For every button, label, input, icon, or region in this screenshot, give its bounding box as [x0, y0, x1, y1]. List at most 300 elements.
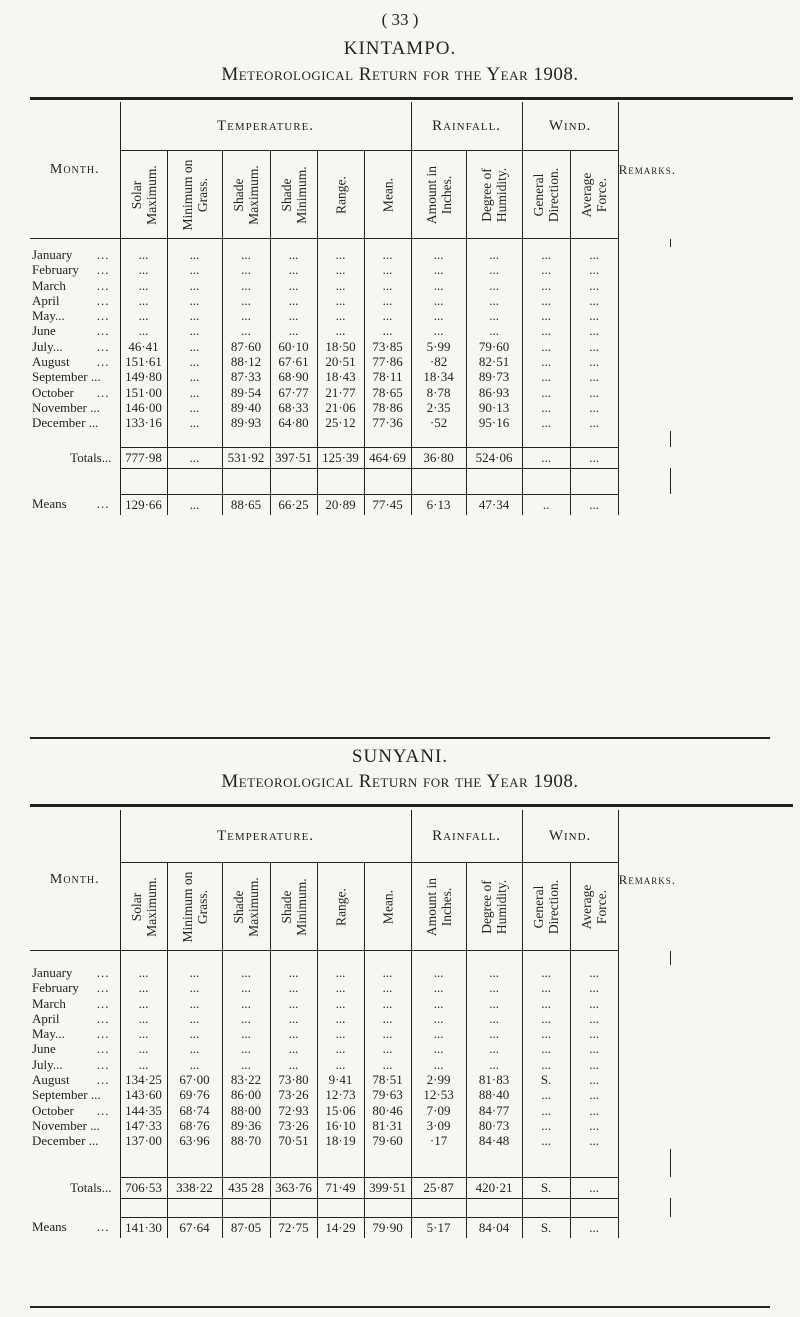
shade-min-cell: 73·26	[270, 1118, 317, 1133]
min-grass-cell: ...	[167, 339, 222, 354]
range-header	[317, 151, 364, 239]
bottom-rule	[30, 1306, 770, 1308]
range-cell: 18·50	[317, 339, 364, 354]
month-cell	[30, 1103, 120, 1118]
spacer-cell	[30, 239, 120, 248]
month-cell	[30, 339, 120, 354]
month-label: June	[32, 1041, 56, 1057]
rain-amount-cell: ...	[411, 1041, 466, 1056]
wind-force-header-label	[579, 884, 609, 929]
range-cell: 18·43	[317, 369, 364, 384]
wind-direction-cell: ...	[522, 354, 570, 369]
shade-min-header-label	[279, 166, 309, 223]
humidity-cell: ...	[466, 323, 522, 338]
wind-force-cell: ...	[570, 996, 618, 1011]
table-row	[30, 1026, 670, 1041]
mean-cell: ...	[364, 1011, 411, 1026]
spacer-cell	[317, 431, 364, 448]
table-row	[30, 262, 670, 277]
rain-amount-cell: 12·53	[411, 1087, 466, 1102]
wind-force-cell: ...	[570, 1103, 618, 1118]
solar-max-cell: 137·00	[120, 1133, 167, 1148]
solar-max-header-line-2: Maximum.	[143, 876, 159, 937]
wind-force-cell: ...	[570, 1072, 618, 1087]
totals-label: Totals...	[30, 1177, 120, 1198]
shade-min-cell: ...	[270, 278, 317, 293]
min-grass-cell: ...	[167, 415, 222, 430]
wind-force-cell: ...	[570, 1011, 618, 1026]
leader-dots: ...	[96, 980, 110, 996]
shade-max-cell: ...	[222, 1057, 270, 1072]
spacer-cell	[30, 1198, 120, 1217]
spacer-cell	[270, 431, 317, 448]
month-cell	[30, 385, 120, 400]
leader-dots: ...	[96, 277, 110, 293]
solar-max-header-line-2: Maximum.	[143, 164, 159, 225]
shade-max-cell: ...	[222, 996, 270, 1011]
rain-amount-header	[411, 863, 466, 951]
mean-cell: ...	[364, 996, 411, 1011]
min-grass-header-label	[180, 159, 210, 230]
range-header-label: Range.	[333, 887, 348, 926]
spacer-cell	[317, 239, 364, 248]
table-row	[30, 1072, 670, 1087]
humidity-cell: ...	[466, 965, 522, 980]
shade-min-cell: ...	[270, 1011, 317, 1026]
wind-direction-mean: ..	[522, 494, 570, 515]
totals-row	[30, 1177, 670, 1198]
spacer-cell	[411, 468, 466, 494]
month-label: February	[32, 262, 79, 278]
mean-cell: 80·46	[364, 1103, 411, 1118]
shade-max-cell: ...	[222, 323, 270, 338]
solar-max-cell: ...	[120, 1057, 167, 1072]
shade-min-total: 397·51	[270, 447, 317, 468]
rain-amount-mean: 6·13	[411, 494, 466, 515]
month-label: December ...	[32, 1133, 99, 1149]
shade-min-mean: 72·75	[270, 1217, 317, 1238]
spacer-cell	[222, 1198, 270, 1217]
shade-max-header	[222, 863, 270, 951]
humidity-cell: 90·13	[466, 400, 522, 415]
humidity-header-label	[479, 879, 509, 933]
spacer-cell	[364, 431, 411, 448]
wind-force-cell: ...	[570, 1118, 618, 1133]
remarks-cell	[618, 1026, 670, 1041]
humidity-cell: ...	[466, 980, 522, 995]
rain-amount-header	[411, 151, 466, 239]
spacer-cell	[167, 951, 222, 966]
spacer-cell	[364, 1198, 411, 1217]
table-row	[30, 1133, 670, 1148]
remarks-cell	[618, 369, 670, 384]
range-cell: 25·12	[317, 415, 364, 430]
solar-max-mean: 141·30	[120, 1217, 167, 1238]
solar-max-header-label	[129, 877, 159, 937]
shade-max-cell: ...	[222, 278, 270, 293]
min-grass-cell: ...	[167, 996, 222, 1011]
wind-direction-total: S.	[522, 1177, 570, 1198]
spacer-cell	[120, 1149, 167, 1178]
range-cell: 21·77	[317, 385, 364, 400]
spacer-cell	[120, 951, 167, 966]
month-cell	[30, 262, 120, 277]
remarks-cell	[618, 447, 670, 468]
remarks-cell	[618, 965, 670, 980]
solar-max-mean: 129·66	[120, 494, 167, 515]
min-grass-cell: ...	[167, 400, 222, 415]
table-row	[30, 278, 670, 293]
wind-direction-header-label	[531, 879, 561, 933]
month-cell	[30, 369, 120, 384]
shade-max-cell: ...	[222, 1026, 270, 1041]
remarks-cell	[618, 339, 670, 354]
temperature-header: Temperature.	[120, 102, 411, 151]
month-cell	[30, 247, 120, 262]
wind-direction-header-line-2: Direction.	[546, 879, 562, 934]
month-cell	[30, 1026, 120, 1041]
spacer-cell	[570, 951, 618, 966]
solar-max-cell: ...	[120, 996, 167, 1011]
solar-max-cell: ...	[120, 1041, 167, 1056]
wind-force-total: ...	[570, 1177, 618, 1198]
month-cell	[30, 1072, 120, 1087]
shade-max-cell: 88·70	[222, 1133, 270, 1148]
mean-cell: ...	[364, 293, 411, 308]
month-label: December ...	[32, 415, 99, 431]
wind-force-header-line-2: Force.	[594, 889, 610, 924]
min-grass-header	[167, 863, 222, 951]
mean-total: 464·69	[364, 447, 411, 468]
spacer-cell	[522, 951, 570, 966]
spacer-cell	[522, 431, 570, 448]
humidity-cell: 81·83	[466, 1072, 522, 1087]
mean-header	[364, 863, 411, 951]
humidity-cell: 82·51	[466, 354, 522, 369]
wind-direction-cell: ...	[522, 1103, 570, 1118]
month-label: February	[32, 980, 79, 996]
rain-amount-total: 36·80	[411, 447, 466, 468]
mean-cell: 77·36	[364, 415, 411, 430]
min-grass-cell: ...	[167, 262, 222, 277]
spacer-cell	[167, 1198, 222, 1217]
spacer-cell	[570, 1198, 618, 1217]
mean-cell: ...	[364, 308, 411, 323]
shade-max-cell: ...	[222, 262, 270, 277]
month-label: January	[32, 965, 73, 980]
humidity-total: 524·06	[466, 447, 522, 468]
shade-min-cell: ...	[270, 262, 317, 277]
month-label: August	[32, 1072, 70, 1088]
mean-header	[364, 151, 411, 239]
bottom-rule	[30, 737, 770, 739]
solar-max-cell: ...	[120, 323, 167, 338]
shade-max-header	[222, 151, 270, 239]
remarks-cell	[618, 247, 670, 262]
wind-header: Wind.	[522, 810, 618, 863]
spacer-cell	[270, 1149, 317, 1178]
month-cell	[30, 1011, 120, 1026]
shade-max-cell: ...	[222, 308, 270, 323]
rain-amount-cell: 18·34	[411, 369, 466, 384]
wind-direction-cell: ...	[522, 1087, 570, 1102]
leader-dots: ...	[96, 338, 110, 354]
humidity-mean: 84·04	[466, 1217, 522, 1238]
wind-force-cell: ...	[570, 965, 618, 980]
shade-min-cell: 68·90	[270, 369, 317, 384]
humidity-cell: 84·77	[466, 1103, 522, 1118]
month-cell	[30, 415, 120, 430]
shade-max-header-line-1: Shade	[231, 890, 246, 923]
humidity-header-line-2: Humidity.	[494, 167, 510, 222]
rain-amount-cell: ...	[411, 308, 466, 323]
humidity-cell: ...	[466, 278, 522, 293]
spacer-row	[30, 431, 670, 448]
shade-max-cell: 88·12	[222, 354, 270, 369]
wind-direction-cell: ...	[522, 1041, 570, 1056]
humidity-cell: 88·40	[466, 1087, 522, 1102]
remarks-cell	[618, 1057, 670, 1072]
wind-force-cell: ...	[570, 247, 618, 262]
min-grass-total: 338·22	[167, 1177, 222, 1198]
rain-amount-cell: ...	[411, 247, 466, 262]
leader-dots: ...	[96, 247, 110, 262]
shade-min-header-line-2: Minimum.	[293, 165, 309, 224]
month-label: January	[32, 247, 73, 262]
rain-amount-header-line-1: Amount in	[423, 165, 439, 224]
spacer-cell	[120, 239, 167, 248]
month-label: October	[32, 1102, 74, 1118]
min-grass-cell: ...	[167, 247, 222, 262]
shade-min-cell: ...	[270, 1057, 317, 1072]
table-title-kintampo: Meteorological Return for the Year 1908.	[221, 64, 579, 85]
min-grass-cell: ...	[167, 1026, 222, 1041]
shade-max-cell: ...	[222, 293, 270, 308]
leader-dots: ...	[96, 1041, 110, 1057]
mean-cell: 78·65	[364, 385, 411, 400]
shade-max-header-line-1: Shade	[231, 178, 246, 211]
page-number: ( 33 )	[381, 10, 419, 29]
solar-max-header	[120, 151, 167, 239]
rain-amount-mean: 5·17	[411, 1217, 466, 1238]
table-row	[30, 308, 670, 323]
means-row	[30, 1217, 670, 1238]
month-cell	[30, 278, 120, 293]
table-row	[30, 369, 670, 384]
shade-min-header	[270, 863, 317, 951]
top-rule	[30, 97, 793, 100]
table-row	[30, 354, 670, 369]
range-cell: ...	[317, 247, 364, 262]
humidity-cell: 79·60	[466, 339, 522, 354]
shade-min-cell: ...	[270, 1026, 317, 1041]
wind-direction-cell: ...	[522, 308, 570, 323]
month-label: September ...	[32, 369, 101, 385]
month-cell	[30, 1133, 120, 1148]
wind-force-cell: ...	[570, 415, 618, 430]
totals-label: Totals...	[30, 447, 120, 468]
spacer-cell	[618, 1149, 670, 1178]
spacer-cell	[364, 239, 411, 248]
spacer-cell	[222, 431, 270, 448]
min-grass-cell: ...	[167, 308, 222, 323]
spacer-row	[30, 951, 670, 966]
shade-max-total: 435 28	[222, 1177, 270, 1198]
mean-cell: 79·63	[364, 1087, 411, 1102]
wind-direction-header-line-1: General	[531, 885, 547, 928]
shade-max-cell: ...	[222, 1011, 270, 1026]
rain-amount-cell: 8·78	[411, 385, 466, 400]
spacer-cell	[570, 468, 618, 494]
mean-cell: ...	[364, 278, 411, 293]
spacer-cell	[222, 468, 270, 494]
wind-direction-header	[522, 863, 570, 951]
rain-amount-header-label	[424, 877, 454, 935]
humidity-header-label	[479, 167, 509, 221]
range-header-label: Range.	[333, 175, 348, 214]
solar-max-header-line-1: Solar	[128, 892, 144, 921]
table-row	[30, 996, 670, 1011]
wind-force-total: ...	[570, 447, 618, 468]
spacer-cell	[570, 1149, 618, 1178]
rainfall-header: Rainfall.	[411, 810, 522, 863]
min-grass-cell: ...	[167, 1041, 222, 1056]
shade-min-cell: 70·51	[270, 1133, 317, 1148]
month-cell	[30, 323, 120, 338]
shade-min-cell: ...	[270, 247, 317, 262]
range-cell: 9·41	[317, 1072, 364, 1087]
leader-dots: ...	[96, 384, 110, 400]
remarks-cell	[618, 278, 670, 293]
solar-max-cell: 147·33	[120, 1118, 167, 1133]
shade-min-cell: 67·61	[270, 354, 317, 369]
remarks-cell	[618, 1103, 670, 1118]
solar-max-cell: ...	[120, 965, 167, 980]
remarks-cell	[618, 1087, 670, 1102]
spacer-cell	[466, 1198, 522, 1217]
month-header: Month.	[30, 810, 120, 951]
month-cell	[30, 400, 120, 415]
month-label: November ...	[32, 1117, 100, 1133]
shade-min-cell: ...	[270, 293, 317, 308]
spacer-cell	[570, 239, 618, 248]
spacer-cell	[167, 431, 222, 448]
remarks-cell	[618, 323, 670, 338]
leader-dots: ...	[96, 354, 110, 370]
humidity-cell: ...	[466, 293, 522, 308]
humidity-cell: ...	[466, 1011, 522, 1026]
shade-max-cell: ...	[222, 247, 270, 262]
humidity-cell: 80·73	[466, 1118, 522, 1133]
table-row	[30, 293, 670, 308]
mean-cell: 77·86	[364, 354, 411, 369]
wind-direction-cell: S.	[522, 1072, 570, 1087]
shade-min-cell: ...	[270, 980, 317, 995]
shade-max-cell: 87·33	[222, 369, 270, 384]
mean-cell: ...	[364, 1026, 411, 1041]
min-grass-header	[167, 151, 222, 239]
min-grass-cell: 68·76	[167, 1118, 222, 1133]
rain-amount-cell: 2·99	[411, 1072, 466, 1087]
wind-force-cell: ...	[570, 1041, 618, 1056]
month-cell	[30, 354, 120, 369]
rain-amount-cell: ...	[411, 323, 466, 338]
remarks-cell	[618, 415, 670, 430]
table-row	[30, 980, 670, 995]
solar-max-cell: 149·80	[120, 369, 167, 384]
min-grass-header-line-2: Grass.	[194, 177, 210, 212]
solar-max-cell: 46·41	[120, 339, 167, 354]
shade-min-cell: ...	[270, 965, 317, 980]
header-group-row	[30, 102, 670, 151]
shade-min-cell: ...	[270, 323, 317, 338]
remarks-cell	[618, 308, 670, 323]
spacer-cell	[317, 1198, 364, 1217]
month-label: April	[32, 292, 60, 308]
spacer-cell	[618, 239, 670, 248]
leader-dots: ...	[96, 308, 110, 324]
mean-cell: 73·85	[364, 339, 411, 354]
solar-max-cell: ...	[120, 247, 167, 262]
range-cell: ...	[317, 965, 364, 980]
meteorological-table-sunyani	[30, 810, 676, 1238]
mean-header-label: Mean.	[380, 177, 396, 212]
leader-dots: ...	[96, 1219, 110, 1235]
shade-min-cell: 67·77	[270, 385, 317, 400]
range-cell: ...	[317, 323, 364, 338]
table-row	[30, 385, 670, 400]
shade-max-cell: ...	[222, 1041, 270, 1056]
min-grass-cell: ...	[167, 965, 222, 980]
place-heading-kintampo: KINTAMPO.	[343, 38, 457, 59]
rain-amount-cell: ...	[411, 278, 466, 293]
spacer-cell	[522, 1149, 570, 1178]
humidity-header	[466, 151, 522, 239]
range-cell: ...	[317, 996, 364, 1011]
humidity-cell: ...	[466, 308, 522, 323]
solar-max-cell: ...	[120, 262, 167, 277]
range-cell: ...	[317, 1026, 364, 1041]
wind-direction-header-line-2: Direction.	[546, 167, 562, 222]
means-row	[30, 494, 670, 515]
table-row	[30, 1087, 670, 1102]
spacer-cell	[618, 468, 670, 494]
min-grass-header-line-1: Minimum on	[179, 871, 195, 942]
spacer-cell	[466, 431, 522, 448]
spacer-cell	[522, 1198, 570, 1217]
rain-amount-cell: ...	[411, 1026, 466, 1041]
humidity-header-line-1: Degree of	[479, 879, 495, 934]
spacer-cell	[570, 431, 618, 448]
wind-direction-cell: ...	[522, 965, 570, 980]
spacer-cell	[618, 431, 670, 448]
wind-force-cell: ...	[570, 369, 618, 384]
shade-max-cell: 89·93	[222, 415, 270, 430]
leader-dots: ...	[96, 1010, 110, 1026]
remarks-cell	[618, 400, 670, 415]
solar-max-cell: ...	[120, 278, 167, 293]
wind-force-header	[570, 151, 618, 239]
rain-amount-cell: 5·99	[411, 339, 466, 354]
humidity-cell: 95·16	[466, 415, 522, 430]
remarks-cell	[618, 354, 670, 369]
shade-min-header-label	[279, 878, 309, 935]
wind-direction-cell: ...	[522, 1118, 570, 1133]
spacer-cell	[411, 1198, 466, 1217]
leader-dots: ...	[96, 1072, 110, 1088]
shade-max-header-line-2: Maximum.	[246, 164, 261, 225]
wind-force-cell: ...	[570, 354, 618, 369]
